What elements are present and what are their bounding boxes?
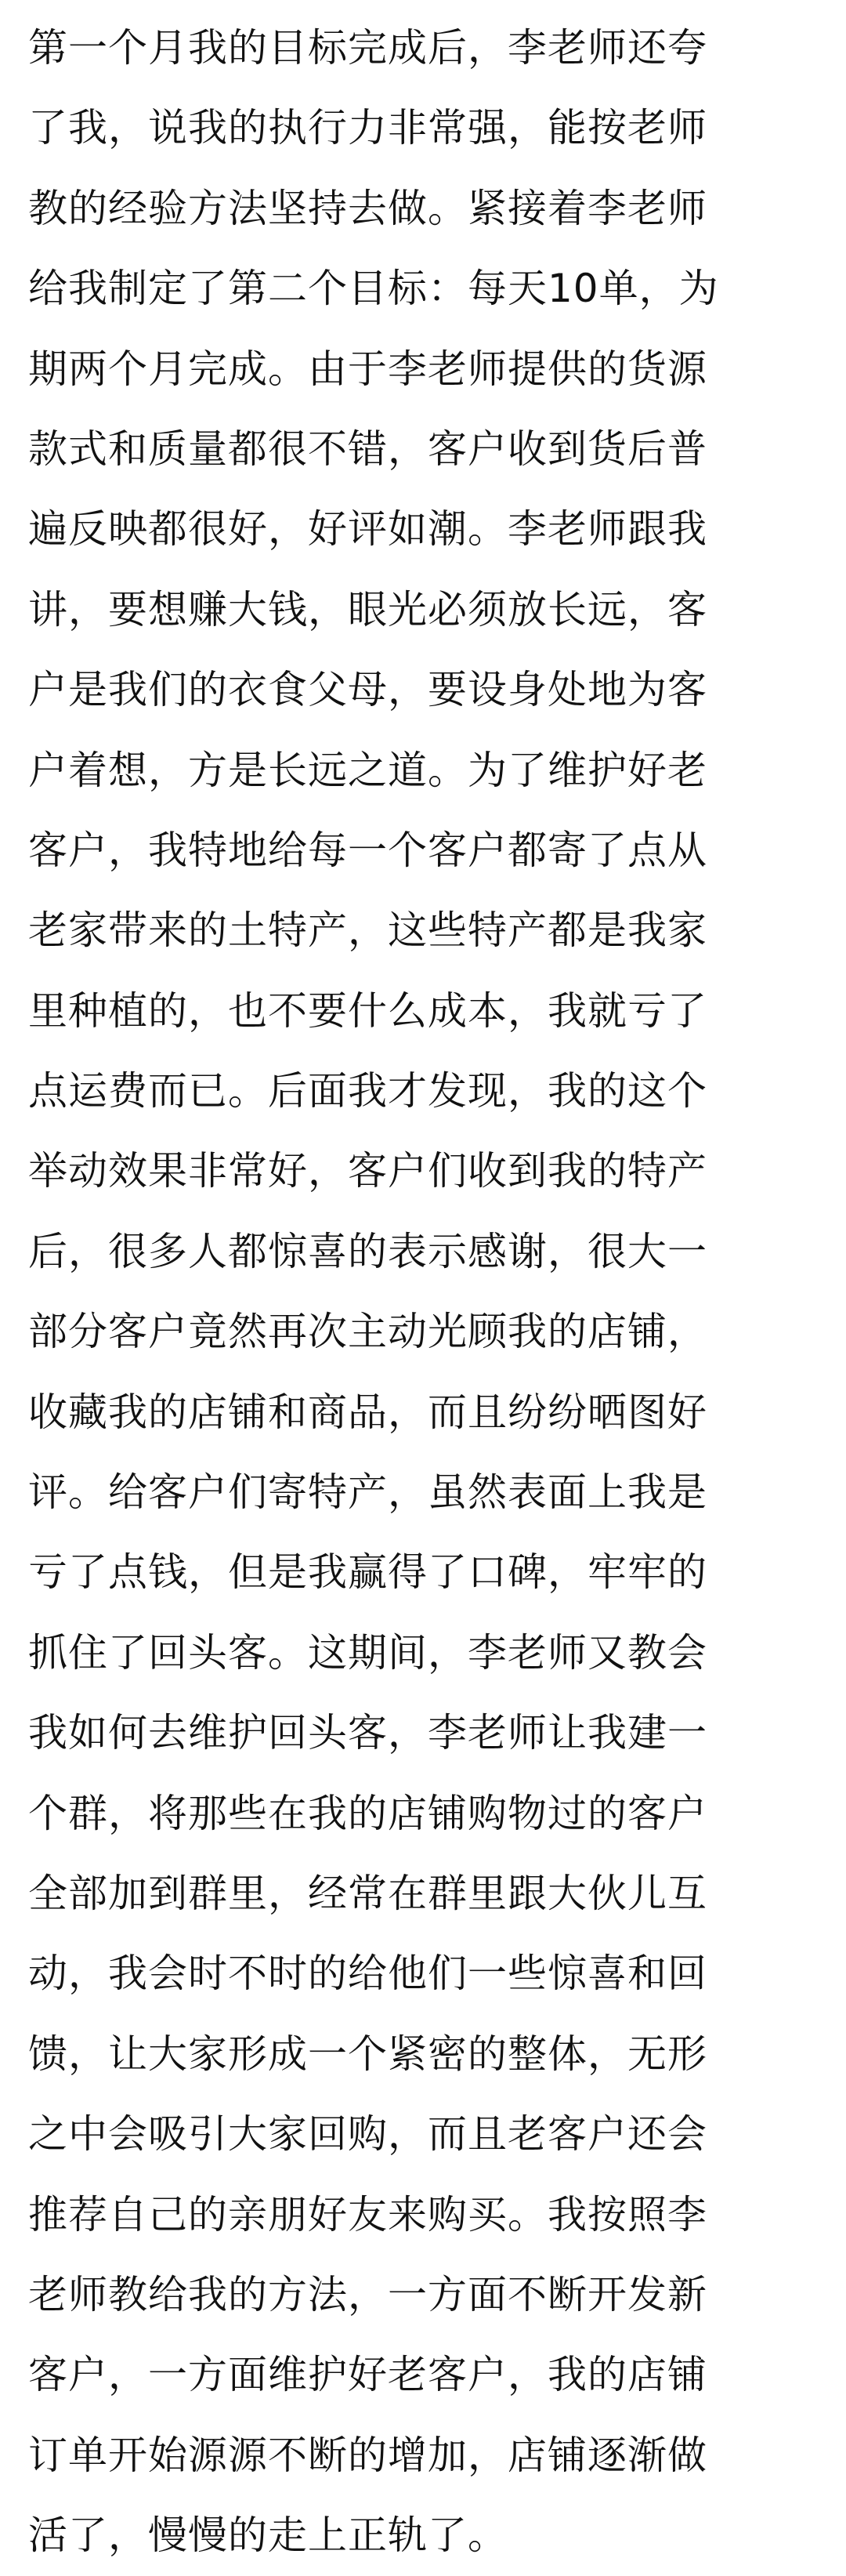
text-line: 点运费而已。后面我才发现，我的这个 [28, 1068, 707, 1114]
text-line: 我如何去维护回头客，李老师让我建一 [28, 1710, 707, 1756]
text-line: 第一个月我的目标完成后，李老师还夸 [28, 25, 707, 71]
text-line: 收藏我的店铺和商品，而且纷纷晒图好 [28, 1389, 707, 1435]
text-line: 评。给客户们寄特产，虽然表面上我是 [28, 1469, 707, 1516]
text-line: 订单开始源源不断的增加，店铺逐渐做 [28, 2432, 707, 2478]
text-line: 给我制定了第二个目标：每天10单，为 [28, 266, 719, 312]
text-line: 之中会吸引大家回购，而且老客户还会 [28, 2111, 707, 2158]
text-line: 老师教给我的方法，一方面不断开发新 [28, 2271, 707, 2317]
text-line: 教的经验方法坚持去做。紧接着李老师 [28, 185, 707, 231]
text-line: 馈，让大家形成一个紧密的整体，无形 [28, 2031, 707, 2077]
text-line: 老家带来的土特产，这些特产都是我家 [28, 908, 707, 954]
text-line: 个群，将那些在我的店铺购物过的客户 [28, 1790, 707, 1836]
text-line: 了我，说我的执行力非常强，能按老师 [28, 105, 707, 151]
text-line: 后，很多人都惊喜的表示感谢，很大一 [28, 1228, 707, 1274]
text-line: 客户，我特地给每一个客户都寄了点从 [28, 827, 707, 873]
text-line: 动，我会时不时的给他们一些惊喜和回 [28, 1951, 707, 1997]
text-line: 举动效果非常好，客户们收到我的特产 [28, 1148, 707, 1194]
text-line: 里种植的，也不要什么成本，我就亏了 [28, 987, 707, 1034]
text-line: 亏了点钱，但是我赢得了口碑，牢牢的 [28, 1549, 707, 1596]
text-line: 部分客户竟然再次主动光顾我的店铺， [28, 1309, 707, 1355]
text-line: 讲，要想赚大钱，眼光必须放长远，客 [28, 586, 707, 632]
text-line: 抓住了回头客。这期间，李老师又教会 [28, 1629, 707, 1676]
text-line: 客户，一方面维护好老客户，我的店铺 [28, 2352, 707, 2398]
text-line: 期两个月完成。由于李老师提供的货源 [28, 346, 707, 392]
text-line: 款式和质量都很不错，客户收到货后普 [28, 426, 707, 472]
text-line: 全部加到群里，经常在群里跟大伙儿互 [28, 1870, 707, 1916]
text-line: 户是我们的衣食父母，要设身处地为客 [28, 667, 707, 713]
article-body [28, 8, 827, 2576]
text-line: 活了，慢慢的走上正轨了。 [28, 2513, 508, 2559]
text-line: 户着想，方是长远之道。为了维护好老 [28, 747, 707, 793]
text-line: 推荐自己的亲朋好友来购买。我按照李 [28, 2191, 707, 2237]
text-line: 遍反映都很好，好评如潮。李老师跟我 [28, 506, 707, 553]
